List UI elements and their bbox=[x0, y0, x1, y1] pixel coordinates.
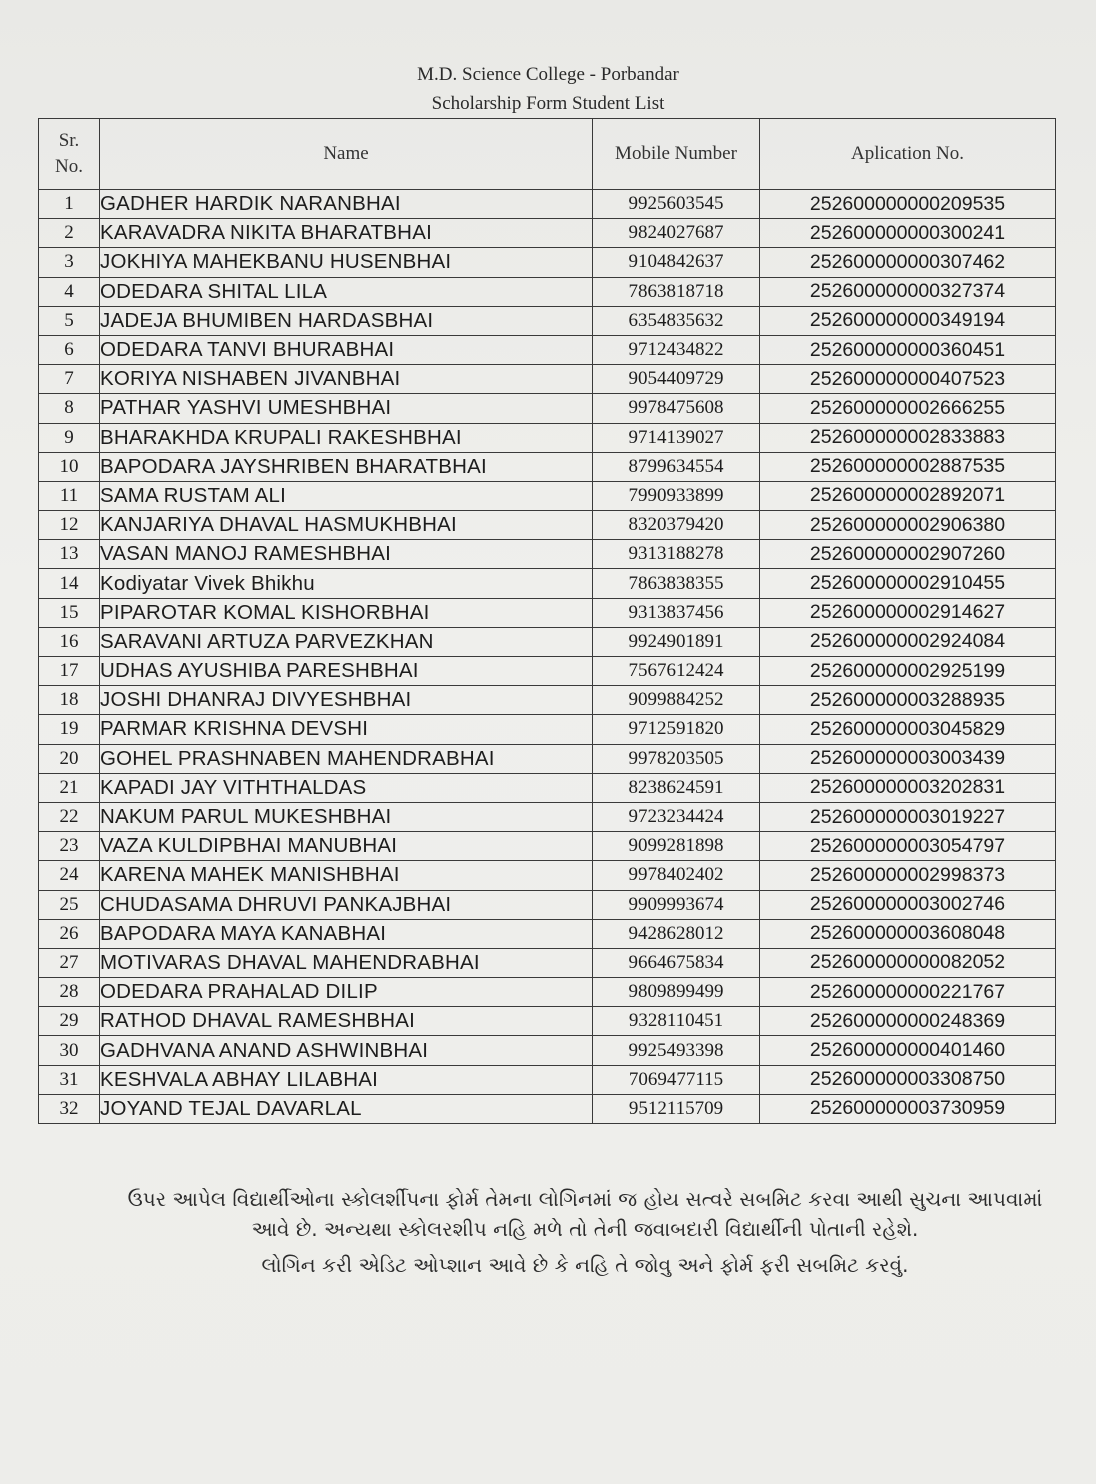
table-row bbox=[39, 1036, 1056, 1065]
table-row bbox=[39, 423, 1056, 452]
student-name-cell: KAPADI JAY VITHTHALDAS bbox=[100, 773, 593, 802]
sr-no-cell: 2 bbox=[39, 219, 100, 248]
mobile-number-cell: 6354835632 bbox=[593, 306, 760, 335]
student-name-cell: SARAVANI ARTUZA PARVEZKHAN bbox=[100, 627, 593, 656]
table-row bbox=[39, 1094, 1056, 1123]
table-row bbox=[39, 569, 1056, 598]
mobile-number-cell: 9714139027 bbox=[593, 423, 760, 452]
application-no-cell: 252600000002892071 bbox=[760, 481, 1056, 510]
student-name-cell: BAPODARA JAYSHRIBEN BHARATBHAI bbox=[100, 452, 593, 481]
table-row bbox=[39, 511, 1056, 540]
application-no-cell: 252600000000300241 bbox=[760, 219, 1056, 248]
student-name-cell: Kodiyatar Vivek Bhikhu bbox=[100, 569, 593, 598]
table-row bbox=[39, 248, 1056, 277]
table-row bbox=[39, 219, 1056, 248]
application-no-cell: 252600000002998373 bbox=[760, 861, 1056, 890]
table-row bbox=[39, 394, 1056, 423]
sr-no-cell: 6 bbox=[39, 335, 100, 364]
document-header bbox=[0, 60, 1096, 118]
table-row bbox=[39, 686, 1056, 715]
student-name-cell: KORIYA NISHABEN JIVANBHAI bbox=[100, 365, 593, 394]
application-no-cell: 252600000000360451 bbox=[760, 335, 1056, 364]
column-header-sr-line1: Sr. bbox=[58, 130, 80, 151]
mobile-number-cell: 9712434822 bbox=[593, 335, 760, 364]
mobile-number-cell: 9712591820 bbox=[593, 715, 760, 744]
mobile-number-cell: 7990933899 bbox=[593, 481, 760, 510]
student-name-cell: BAPODARA MAYA KANABHAI bbox=[100, 919, 593, 948]
student-name-cell: GADHVANA ANAND ASHWINBHAI bbox=[100, 1036, 593, 1065]
sr-no-cell: 8 bbox=[39, 394, 100, 423]
application-no-cell: 252600000003045829 bbox=[760, 715, 1056, 744]
student-name-cell: KARENA MAHEK MANISHBHAI bbox=[100, 861, 593, 890]
table-row bbox=[39, 335, 1056, 364]
list-title: Scholarship Form Student List bbox=[431, 93, 665, 114]
student-name-cell: VAZA KULDIPBHAI MANUBHAI bbox=[100, 832, 593, 861]
mobile-number-cell: 9104842637 bbox=[593, 248, 760, 277]
mobile-number-cell: 9054409729 bbox=[593, 365, 760, 394]
table-row bbox=[39, 627, 1056, 656]
sr-no-cell: 16 bbox=[39, 627, 100, 656]
application-no-cell: 252600000003202831 bbox=[760, 773, 1056, 802]
sr-no-cell: 23 bbox=[39, 832, 100, 861]
sr-no-cell: 5 bbox=[39, 306, 100, 335]
application-no-cell: 252600000003730959 bbox=[760, 1094, 1056, 1123]
student-name-cell: PARMAR KRISHNA DEVSHI bbox=[100, 715, 593, 744]
table-row bbox=[39, 1007, 1056, 1036]
table-row bbox=[39, 773, 1056, 802]
table-row bbox=[39, 802, 1056, 831]
student-name-cell: GOHEL PRASHNABEN MAHENDRABHAI bbox=[100, 744, 593, 773]
sr-no-cell: 18 bbox=[39, 686, 100, 715]
table-row bbox=[39, 452, 1056, 481]
student-name-cell: GADHER HARDIK NARANBHAI bbox=[100, 190, 593, 219]
sr-no-cell: 7 bbox=[39, 365, 100, 394]
mobile-number-cell: 9925603545 bbox=[593, 190, 760, 219]
sr-no-cell: 11 bbox=[39, 481, 100, 510]
table-row bbox=[39, 978, 1056, 1007]
application-no-cell: 252600000002833883 bbox=[760, 423, 1056, 452]
mobile-number-cell: 9099281898 bbox=[593, 832, 760, 861]
mobile-number-cell: 9909993674 bbox=[593, 890, 760, 919]
mobile-number-cell: 9978402402 bbox=[593, 861, 760, 890]
application-no-cell: 252600000000221767 bbox=[760, 978, 1056, 1007]
table-body bbox=[39, 190, 1056, 1124]
student-name-cell: JADEJA BHUMIBEN HARDASBHAI bbox=[100, 306, 593, 335]
table-header-row bbox=[39, 119, 1056, 190]
sr-no-cell: 10 bbox=[39, 452, 100, 481]
mobile-number-cell: 8320379420 bbox=[593, 511, 760, 540]
application-no-cell: 252600000003003439 bbox=[760, 744, 1056, 773]
mobile-number-cell: 8238624591 bbox=[593, 773, 760, 802]
student-name-cell: UDHAS AYUSHIBA PARESHBHAI bbox=[100, 657, 593, 686]
table-row bbox=[39, 190, 1056, 219]
notice-line-2: લોગિન કરી એડિટ ઓપ્શાન આવે છે કે નહિ તે જોવુ અને ફોર્મ ફરી સબમિટ કરવું. bbox=[261, 1253, 909, 1277]
sr-no-cell: 24 bbox=[39, 861, 100, 890]
sr-no-cell: 12 bbox=[39, 511, 100, 540]
sr-no-cell: 29 bbox=[39, 1007, 100, 1036]
sr-no-cell: 32 bbox=[39, 1094, 100, 1123]
student-name-cell: PIPAROTAR KOMAL KISHORBHAI bbox=[100, 598, 593, 627]
mobile-number-cell: 8799634554 bbox=[593, 452, 760, 481]
sr-no-cell: 20 bbox=[39, 744, 100, 773]
mobile-number-cell: 9664675834 bbox=[593, 948, 760, 977]
sr-no-cell: 30 bbox=[39, 1036, 100, 1065]
student-name-cell: NAKUM PARUL MUKESHBHAI bbox=[100, 802, 593, 831]
application-no-cell: 252600000000349194 bbox=[760, 306, 1056, 335]
table-row bbox=[39, 277, 1056, 306]
application-no-cell: 252600000003288935 bbox=[760, 686, 1056, 715]
application-no-cell: 252600000002666255 bbox=[760, 394, 1056, 423]
table-row bbox=[39, 1065, 1056, 1094]
student-name-cell: ODEDARA PRAHALAD DILIP bbox=[100, 978, 593, 1007]
mobile-number-cell: 7567612424 bbox=[593, 657, 760, 686]
student-name-cell: JOYAND TEJAL DAVARLAL bbox=[100, 1094, 593, 1123]
application-no-cell: 252600000000307462 bbox=[760, 248, 1056, 277]
column-header-application-no: Aplication No. bbox=[760, 119, 1056, 190]
mobile-number-cell: 9512115709 bbox=[593, 1094, 760, 1123]
sr-no-cell: 28 bbox=[39, 978, 100, 1007]
column-header-sr-line2: No. bbox=[55, 156, 83, 177]
sr-no-cell: 26 bbox=[39, 919, 100, 948]
student-name-cell: ODEDARA TANVI BHURABHAI bbox=[100, 335, 593, 364]
application-no-cell: 252600000002914627 bbox=[760, 598, 1056, 627]
table-row bbox=[39, 715, 1056, 744]
application-no-cell: 252600000002925199 bbox=[760, 657, 1056, 686]
sr-no-cell: 4 bbox=[39, 277, 100, 306]
sr-no-cell: 1 bbox=[39, 190, 100, 219]
student-name-cell: RATHOD DHAVAL RAMESHBHAI bbox=[100, 1007, 593, 1036]
student-name-cell: KANJARIYA DHAVAL HASMUKHBHAI bbox=[100, 511, 593, 540]
mobile-number-cell: 9978475608 bbox=[593, 394, 760, 423]
mobile-number-cell: 9428628012 bbox=[593, 919, 760, 948]
college-name: M.D. Science College - Porbandar bbox=[417, 64, 679, 85]
application-no-cell: 252600000002906380 bbox=[760, 511, 1056, 540]
mobile-number-cell: 9924901891 bbox=[593, 627, 760, 656]
student-name-cell: VASAN MANOJ RAMESHBHAI bbox=[100, 540, 593, 569]
mobile-number-cell: 7863838355 bbox=[593, 569, 760, 598]
column-header-name: Name bbox=[100, 119, 593, 190]
table-row bbox=[39, 919, 1056, 948]
column-header-sr-no bbox=[39, 119, 100, 190]
application-no-cell: 252600000002887535 bbox=[760, 452, 1056, 481]
sr-no-cell: 22 bbox=[39, 802, 100, 831]
table-row bbox=[39, 832, 1056, 861]
sr-no-cell: 25 bbox=[39, 890, 100, 919]
mobile-number-cell: 9824027687 bbox=[593, 219, 760, 248]
mobile-number-cell: 9925493398 bbox=[593, 1036, 760, 1065]
application-no-cell: 252600000003608048 bbox=[760, 919, 1056, 948]
mobile-number-cell: 9313188278 bbox=[593, 540, 760, 569]
table-row bbox=[39, 481, 1056, 510]
application-no-cell: 252600000003054797 bbox=[760, 832, 1056, 861]
mobile-number-cell: 7863818718 bbox=[593, 277, 760, 306]
table-row bbox=[39, 598, 1056, 627]
gujarati-notice bbox=[110, 1184, 1060, 1280]
application-no-cell: 252600000000407523 bbox=[760, 365, 1056, 394]
application-no-cell: 252600000000082052 bbox=[760, 948, 1056, 977]
application-no-cell: 252600000002924084 bbox=[760, 627, 1056, 656]
application-no-cell: 252600000002910455 bbox=[760, 569, 1056, 598]
application-no-cell: 252600000000248369 bbox=[760, 1007, 1056, 1036]
table-row bbox=[39, 657, 1056, 686]
sr-no-cell: 14 bbox=[39, 569, 100, 598]
student-name-cell: JOKHIYA MAHEKBANU HUSENBHAI bbox=[100, 248, 593, 277]
student-name-cell: KESHVALA ABHAY LILABHAI bbox=[100, 1065, 593, 1094]
table-row bbox=[39, 890, 1056, 919]
sr-no-cell: 17 bbox=[39, 657, 100, 686]
table-row bbox=[39, 540, 1056, 569]
mobile-number-cell: 7069477115 bbox=[593, 1065, 760, 1094]
application-no-cell: 252600000002907260 bbox=[760, 540, 1056, 569]
application-no-cell: 252600000000401460 bbox=[760, 1036, 1056, 1065]
sr-no-cell: 27 bbox=[39, 948, 100, 977]
mobile-number-cell: 9328110451 bbox=[593, 1007, 760, 1036]
student-name-cell: MOTIVARAS DHAVAL MAHENDRABHAI bbox=[100, 948, 593, 977]
table-row bbox=[39, 365, 1056, 394]
sr-no-cell: 21 bbox=[39, 773, 100, 802]
mobile-number-cell: 9099884252 bbox=[593, 686, 760, 715]
table-row bbox=[39, 948, 1056, 977]
mobile-number-cell: 9313837456 bbox=[593, 598, 760, 627]
sr-no-cell: 3 bbox=[39, 248, 100, 277]
mobile-number-cell: 9978203505 bbox=[593, 744, 760, 773]
sr-no-cell: 31 bbox=[39, 1065, 100, 1094]
student-list-table bbox=[38, 118, 1056, 1124]
sr-no-cell: 13 bbox=[39, 540, 100, 569]
student-name-cell: KARAVADRA NIKITA BHARATBHAI bbox=[100, 219, 593, 248]
student-name-cell: SAMA RUSTAM ALI bbox=[100, 481, 593, 510]
application-no-cell: 252600000003308750 bbox=[760, 1065, 1056, 1094]
column-header-mobile-number: Mobile Number bbox=[593, 119, 760, 190]
notice-line-1: ઉપર આપેલ વિદ્યાર્થીઓના સ્કોલર્શીપના ફોર્મ તેમના લોગિનમાં જ હોય સત્વરે સબમિટ કરવા આથી સુચના આપવામાં આવે છે. અન્યથા સ્કોલરશીપ નહિ મળે તો તેની જવાબદારી વિદ્યાર્થીની પોતાની રહેશે. bbox=[127, 1187, 1043, 1241]
student-name-cell: PATHAR YASHVI UMESHBHAI bbox=[100, 394, 593, 423]
application-no-cell: 252600000003002746 bbox=[760, 890, 1056, 919]
sr-no-cell: 19 bbox=[39, 715, 100, 744]
application-no-cell: 252600000003019227 bbox=[760, 802, 1056, 831]
student-name-cell: JOSHI DHANRAJ DIVYESHBHAI bbox=[100, 686, 593, 715]
table-row bbox=[39, 861, 1056, 890]
mobile-number-cell: 9723234424 bbox=[593, 802, 760, 831]
table-row bbox=[39, 306, 1056, 335]
student-name-cell: BHARAKHDA KRUPALI RAKESHBHAI bbox=[100, 423, 593, 452]
student-name-cell: CHUDASAMA DHRUVI PANKAJBHAI bbox=[100, 890, 593, 919]
application-no-cell: 252600000000327374 bbox=[760, 277, 1056, 306]
student-name-cell: ODEDARA SHITAL LILA bbox=[100, 277, 593, 306]
table-row bbox=[39, 744, 1056, 773]
sr-no-cell: 15 bbox=[39, 598, 100, 627]
mobile-number-cell: 9809899499 bbox=[593, 978, 760, 1007]
application-no-cell: 252600000000209535 bbox=[760, 190, 1056, 219]
sr-no-cell: 9 bbox=[39, 423, 100, 452]
